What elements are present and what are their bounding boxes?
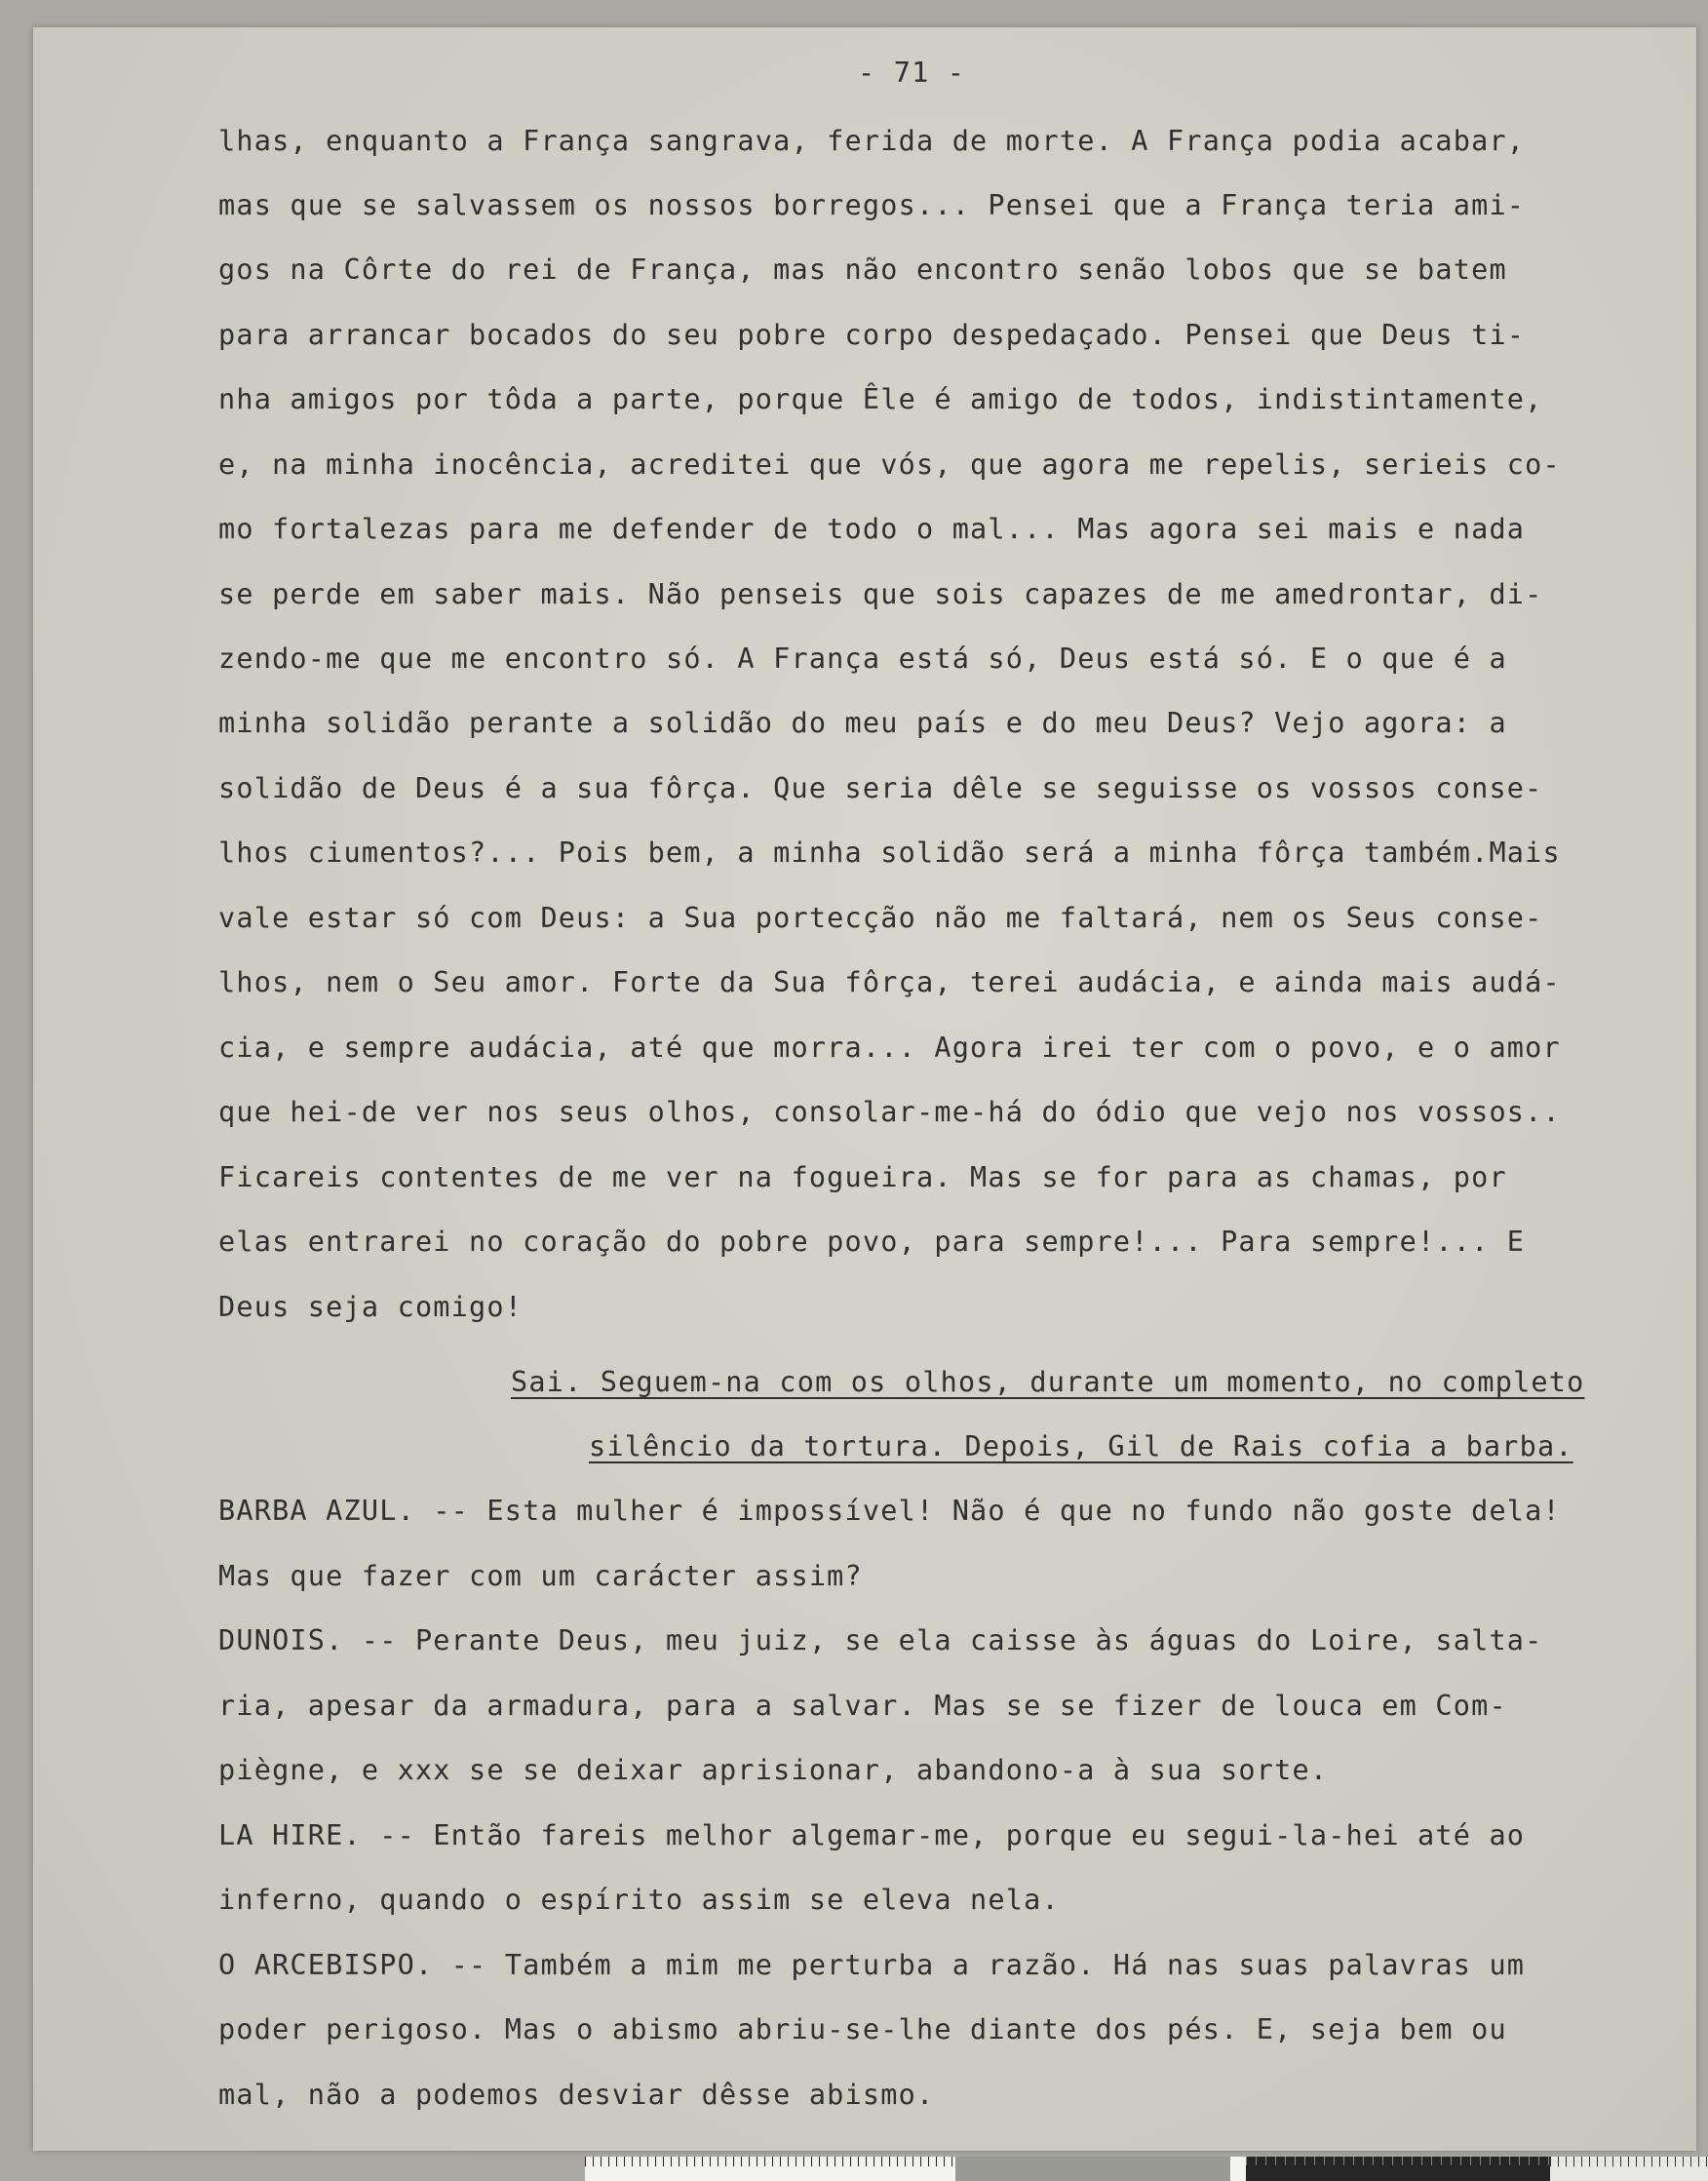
text-line: que hei-de ver nos seus olhos, consolar-me-há do ódio que vejo nos vossos.. [218, 1096, 1561, 1128]
text-line: vale estar só com Deus: a Sua portecção não me faltará, nem os Seus conse- [218, 902, 1543, 934]
text-line: lhos ciumentos?... Pois bem, a minha solidão será a minha fôrça também.Mais [218, 837, 1561, 869]
ruler-segment [585, 2157, 955, 2181]
text-line: lhas, enquanto a França sangrava, ferida de morte. A França podia acabar, [218, 125, 1526, 157]
page-number: - 71 - [858, 57, 966, 89]
dialogue-line: inferno, quando o espírito assim se eleva nela. [218, 1884, 1060, 1916]
text-line: se perde em saber mais. Não penseis que sois capazes de me amedrontar, di- [218, 578, 1543, 610]
ruler-segment [1550, 2157, 1708, 2181]
text-line: elas entrarei no coração do pobre povo, para sempre!... Para sempre!... E [218, 1226, 1526, 1258]
ruler-segment [1230, 2157, 1246, 2181]
dialogue-line: poder perigoso. Mas o abismo abriu-se-lhe diante dos pés. E, seja bem ou [218, 2013, 1507, 2045]
text-line: solidão de Deus é a sua fôrça. Que seria dêle se seguisse os vossos conse- [218, 772, 1543, 804]
dialogue-line: ria, apesar da armadura, para a salvar. Mas se se fizer de louca em Com- [218, 1690, 1507, 1722]
text-line: Ficareis contentes de me ver na fogueira. Mas se for para as chamas, por [218, 1161, 1507, 1193]
dialogue-line: DUNOIS. -- Perante Deus, meu juiz, se ela caisse às águas do Loire, salta- [218, 1624, 1543, 1656]
text-line: Deus seja comigo! [218, 1291, 524, 1323]
text-line: nha amigos por tôda a parte, porque Êle é amigo de todos, indistintamente, [218, 383, 1543, 415]
text-line: mo fortalezas para me defender de todo o mal... Mas agora sei mais e nada [218, 513, 1526, 545]
dialogue-line: O ARCEBISPO. -- Também a mim me perturba a razão. Há nas suas palavras um [218, 1949, 1526, 1981]
stage-direction-line: silêncio da tortura. Depois, Gil de Rais cofia a barba. [589, 1430, 1573, 1462]
scan-calibration-ruler [585, 2157, 1708, 2181]
ruler-segment [955, 2157, 1230, 2181]
stage-direction-line: Sai. Seguem-na com os olhos, durante um momento, no completo [511, 1366, 1585, 1398]
text-line: minha solidão perante a solidão do meu país e do meu Deus? Vejo agora: a [218, 707, 1507, 739]
text-line: cia, e sempre audácia, até que morra... Agora irei ter com o povo, e o amor [218, 1032, 1561, 1064]
dialogue-line: LA HIRE. -- Então fareis melhor algemar-me, porque eu segui-la-hei até ao [218, 1819, 1526, 1851]
text-line: lhos, nem o Seu amor. Forte da Sua fôrça, terei audácia, e ainda mais audá- [218, 966, 1561, 998]
dialogue-line: piègne, e xxx se se deixar aprisionar, abandono-a à sua sorte. [218, 1754, 1329, 1786]
text-line: para arrancar bocados do seu pobre corpo despedaçado. Pensei que Deus ti- [218, 319, 1526, 351]
ruler-segment [1246, 2157, 1550, 2181]
text-line: e, na minha inocência, acreditei que vós, que agora me repelis, serieis co- [218, 448, 1561, 481]
text-line: mas que se salvassem os nossos borregos... Pensei que a França teria ami- [218, 189, 1526, 221]
text-line: zendo-me que me encontro só. A França está só, Deus está só. E o que é a [218, 643, 1507, 675]
dialogue-line: BARBA AZUL. -- Esta mulher é impossível! Não é que no fundo não goste dela! [218, 1495, 1561, 1527]
dialogue-line: mal, não a podemos desviar dêsse abismo. [218, 2079, 935, 2111]
text-line: gos na Côrte do rei de França, mas não encontro senão lobos que se batem [218, 253, 1507, 286]
dialogue-line: Mas que fazer com um carácter assim? [218, 1560, 863, 1592]
